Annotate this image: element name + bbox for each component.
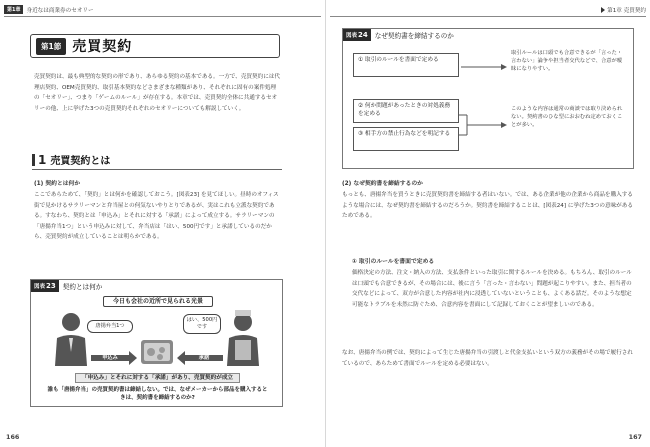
- page-number-left: 166: [6, 433, 20, 441]
- header-rule-right: [330, 16, 646, 17]
- running-header-title: 身近なは商業券のセオリー: [26, 7, 94, 14]
- figure-24-title: なぜ契約書を締結するのか: [374, 32, 454, 40]
- offer-label: 申込み: [102, 355, 118, 361]
- figure-23-note: 誰も「唐揚弁当」の売買契約書は締結しない。では、なぜメーカーから部品を購入するときは、契約書を締結するのか?: [47, 387, 268, 401]
- figure-24-tag: 図表 24: [343, 29, 371, 41]
- speech-bubble-accept: はい、500円です: [183, 314, 221, 334]
- figure-23-tag: 図表 23: [31, 280, 59, 292]
- speech-bubble-offer: 唐揚弁当1つ: [87, 320, 133, 333]
- chapter-title: 売買契約: [72, 39, 133, 55]
- reason-note-2: このような内容は通常の商談では取り決められない。契約書のひな型におおむね定めておくことが多い。: [511, 106, 623, 128]
- section-number: 1: [32, 154, 46, 166]
- header-rule: [4, 16, 321, 17]
- paragraph-bento-example: なお、唐揚弁当の例では、契約によって生じた唐揚弁当の引渡しと代金支払いという双方の義務がその場で履行されているので、あらためて書面でルールを定める必要はない。: [342, 350, 633, 367]
- triangle-marker-icon: [601, 7, 605, 13]
- figure-23-banner: 今日も会社の近所で見られる光景: [103, 296, 213, 307]
- reason-box-3: ③ 相手方の禁止行為などを明記する: [353, 127, 459, 151]
- chapter-title-box: [30, 34, 280, 58]
- intro-paragraph: 売買契約は、最も典型的な契約の形であり、あらゆる契約の基本である。一方で、売買契約には代理店契約、OEM売買契約、取引基本契約などさまざまな種類があり、それぞれに固有の案件処理の「セオリー」、つまり「ゲームのルール」が存在する。本章では、売買契約全体に共通するセオリーの他、上に挙げた3つの売買契約それぞれのセオリーについても解説していく。: [34, 74, 281, 112]
- subheading-contract: (1) 契約とは何か: [34, 181, 81, 187]
- figure-23: [30, 279, 283, 407]
- reason-note-1: 取引ルールは口頭でも合意できるが「言った・言わない」論争や担当者交代などで、合意が曖昧になりやすい。: [511, 50, 623, 72]
- paragraph-rules: 価格決定の方法、注文・納入の方法、支払条件といった取引に関するルールを決める。もちろん、取引のルールは口頭でも合意できるが、その場合には、後に言う「言った・言わない」問題が起こりやすい。また、担当者の交代などによって、双方が合意した内容が社内に浸透していないということも、よくある話だ。そのような想定可能なトラブルを未然に防ぐため、合意内容を書面にして記録しておくことが望ましいのである。: [352, 270, 632, 308]
- reason-box-2: ② 何か問題があったときの対処義務を定める: [353, 99, 459, 123]
- running-header-left: [4, 4, 94, 15]
- running-header-right: [601, 4, 646, 15]
- acceptance-label: 承諾: [198, 355, 210, 361]
- paragraph-why-contract: もっとも、唐揚弁当を買うときに売買契約書を締結する者はいない。では、ある企業が他の企業から商品を購入するような場合には、なぜ契約書を締結するのだろうか。契約書を締結することは、[図表24] に挙げた3つの意味があるためである。: [342, 192, 633, 220]
- bento-box-icon: [141, 340, 173, 364]
- page-number-right: 167: [628, 433, 642, 441]
- running-header-right-title: 第1章 売買契約: [607, 7, 646, 14]
- subheading-why-contract: (2) なぜ契約書を締結するのか: [342, 181, 423, 187]
- subheading-rules: ① 取引のルールを書面で定める: [352, 259, 435, 265]
- figure-23-title: 契約とは何か: [62, 283, 103, 291]
- salaryman-icon: [55, 313, 87, 366]
- reason-box-1: ① 取引のルールを書面で定める: [353, 53, 459, 77]
- chapter-badge: 第1節: [36, 38, 66, 55]
- paragraph-contract: ここであらためて、「契約」とは何かを確認しておこう。[図表23] を見てほしい。昼時のオフィス街で見かけるサラリーマンと弁当屋との何気ないやりとりであるが、実はこれも立派な契約である。すなわち、契約とは「申込み」とそれに対する「承諾」によって成立する。サラリーマンの「唐揚弁当1つ」という申込みに対して、弁当店は「はい、500円です」と承諾しているのだから、売買契約が成立していることは明らかである。: [34, 192, 279, 241]
- shop-clerk-icon: [227, 310, 259, 366]
- running-header-tab: 第1章: [4, 5, 23, 14]
- figure-23-conclusion: 「申込み」とそれに対する「承諾」があり、売買契約が成立: [75, 373, 240, 383]
- right-page: [325, 0, 650, 447]
- figure-24: [342, 28, 634, 169]
- section-heading: [32, 150, 282, 170]
- section-title: 売買契約とは: [50, 156, 111, 167]
